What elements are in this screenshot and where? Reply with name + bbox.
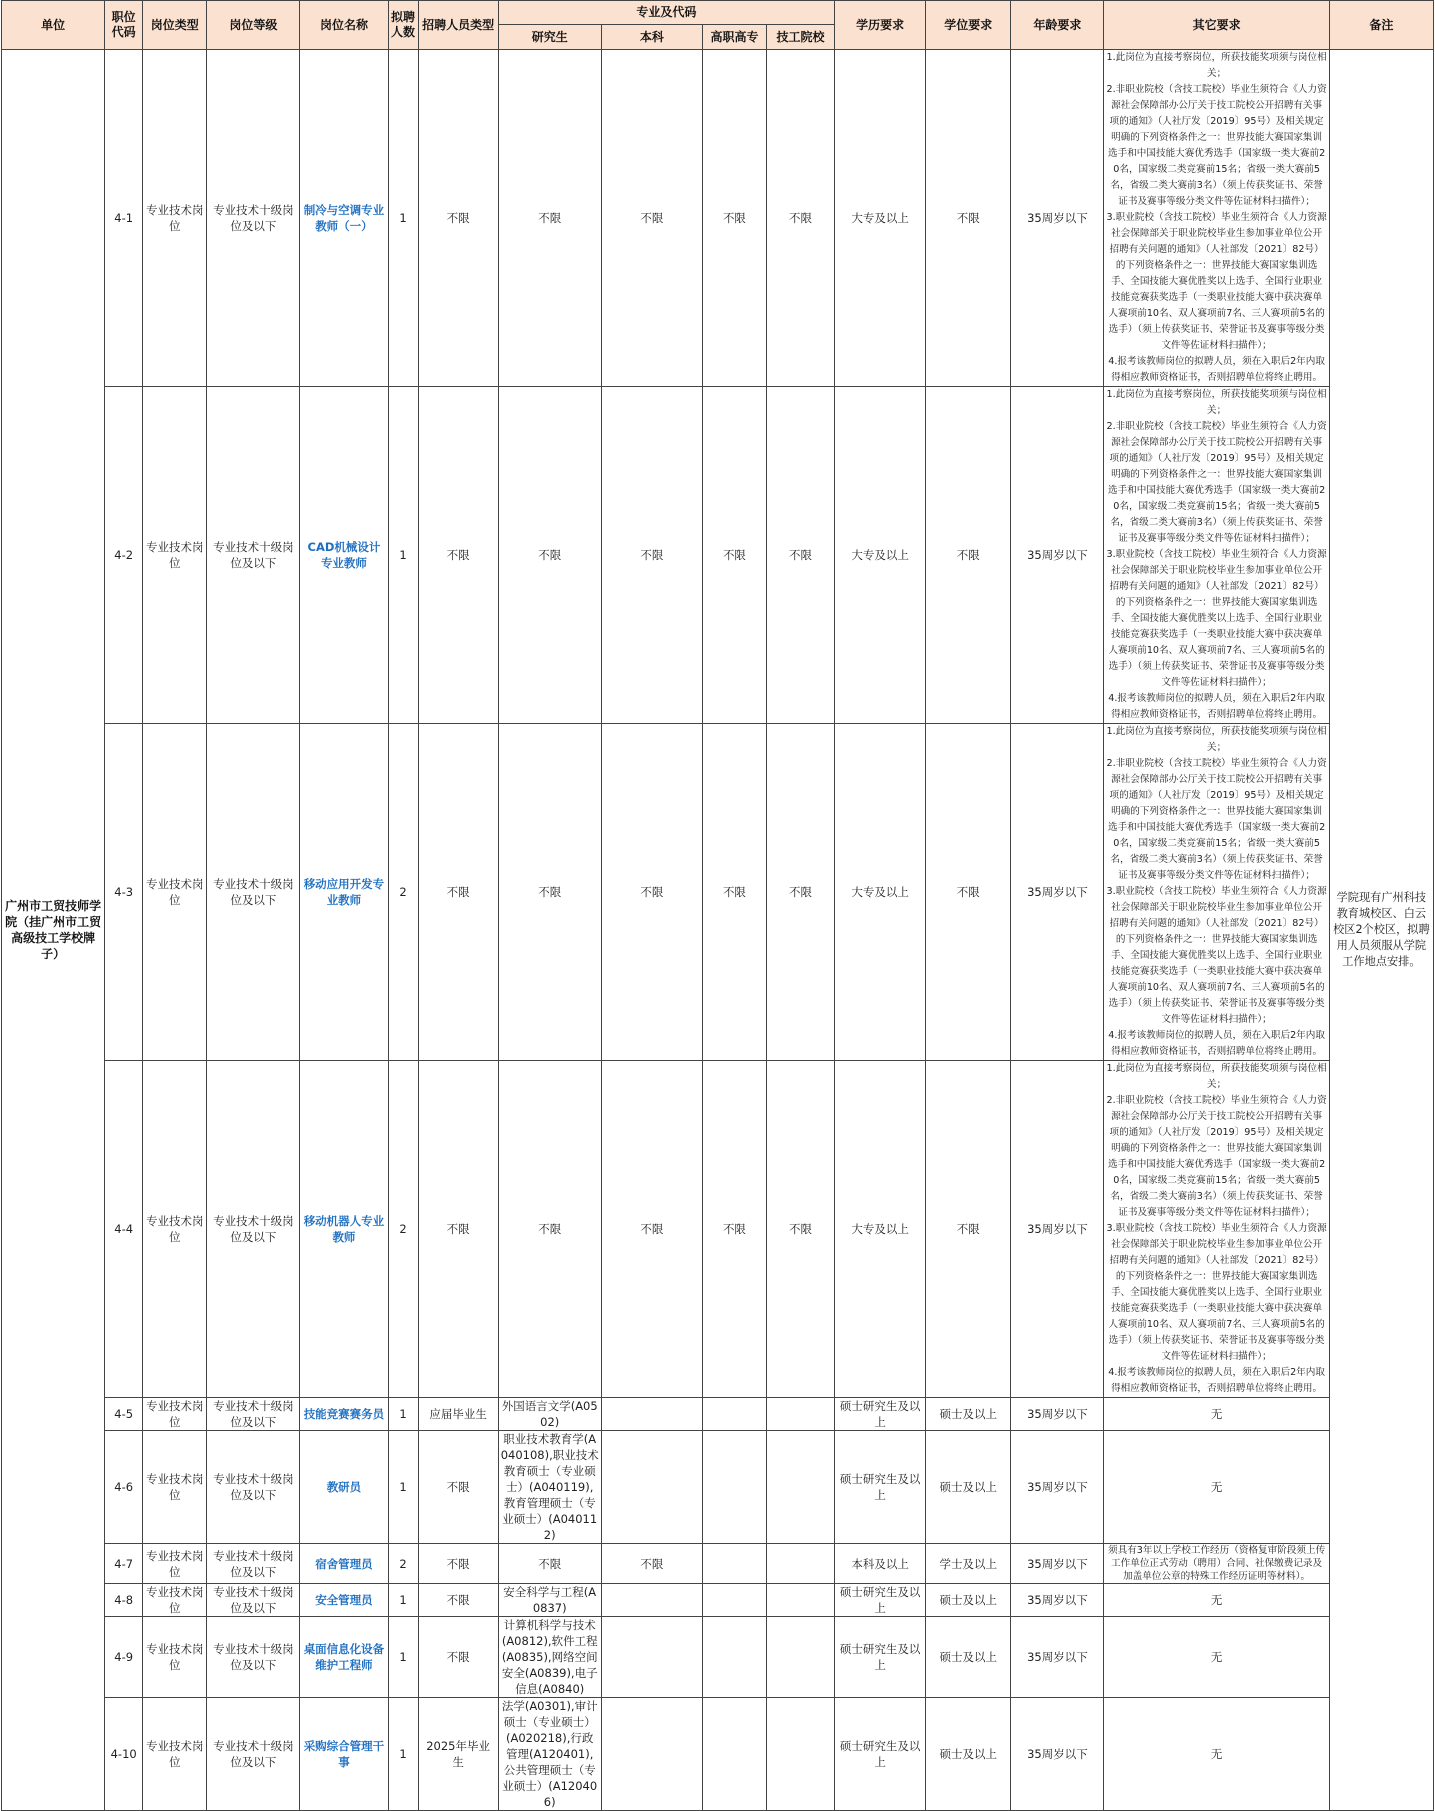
education-requirement: 大专及以上 — [835, 387, 926, 724]
requirement-item: 2.非职业院校（含技工院校）毕业生须符合《人力资源社会保障部办公厅关于技工院校公开招聘有关事项的通知》（人社厅发〔2019〕95号）及相关规定明确的下列资格条件之一：世界技能大赛国家集训选手和中国技能大赛优秀选手（国家级一类大赛前20名，国家级二类竞赛前15名；省级一类大赛前5名，省级二类大赛前3名）（须上传获奖证书、荣誉证书及赛事等级分类文件等佐证材料扫描件）； — [1106, 421, 1327, 544]
degree-requirement: 硕士及以上 — [926, 1431, 1011, 1544]
degree-requirement: 硕士及以上 — [926, 1398, 1011, 1431]
position-code: 4-4 — [105, 1061, 143, 1398]
recruit-type: 不限 — [418, 1061, 498, 1398]
other-requirements: 无 — [1104, 1584, 1329, 1617]
position-level: 专业技术十级岗位及以下 — [207, 1698, 300, 1811]
header-level: 岗位等级 — [207, 1, 300, 50]
age-requirement: 35周岁以下 — [1011, 1698, 1104, 1811]
recruit-type: 不限 — [418, 1584, 498, 1617]
recruit-type: 不限 — [418, 724, 498, 1061]
degree-requirement: 不限 — [926, 387, 1011, 724]
recruit-type: 应届毕业生 — [418, 1398, 498, 1431]
position-name: 教研员 — [300, 1431, 388, 1544]
requirement-item: 1.此岗位为直接考察岗位，所获技能奖项须与岗位相关； — [1106, 726, 1327, 753]
header-recruit-type: 招聘人员类型 — [418, 1, 498, 50]
position-level: 专业技术十级岗位及以下 — [207, 1061, 300, 1398]
major-grad: 安全科学与工程(A0837) — [498, 1584, 601, 1617]
major-bachelor: 不限 — [601, 1544, 702, 1584]
table-row — [2, 1698, 1434, 1811]
major-vocational: 不限 — [702, 724, 766, 1061]
header-count: 拟聘人数 — [388, 1, 418, 50]
requirement-item: 2.非职业院校（含技工院校）毕业生须符合《人力资源社会保障部办公厅关于技工院校公开招聘有关事项的通知》（人社厅发〔2019〕95号）及相关规定明确的下列资格条件之一：世界技能大赛国家集训选手和中国技能大赛优秀选手（国家级一类大赛前20名，国家级二类竞赛前15名；省级一类大赛前5名，省级二类大赛前3名）（须上传获奖证书、荣誉证书及赛事等级分类文件等佐证材料扫描件）； — [1106, 84, 1327, 207]
requirement-item: 1.此岗位为直接考察岗位，所获技能奖项须与岗位相关； — [1106, 1063, 1327, 1090]
position-count: 2 — [388, 724, 418, 1061]
requirement-item: 4.报考该教师岗位的拟聘人员，须在入职后2年内取得相应教师资格证书，否则招聘单位将终止聘用。 — [1108, 356, 1325, 383]
position-count: 2 — [388, 1061, 418, 1398]
education-requirement: 硕士研究生及以上 — [835, 1431, 926, 1544]
table-row — [2, 50, 1434, 387]
header-major-group: 专业及代码 — [498, 1, 834, 25]
position-type: 专业技术岗位 — [143, 1061, 207, 1398]
header-code: 职位代码 — [105, 1, 143, 50]
requirement-item: 3.职业院校（含技工院校）毕业生须符合《人力资源社会保障部关于职业院校毕业生参加事业单位公开招聘有关问题的通知》（人社部发〔2021〕82号）的下列资格条件之一：世界技能大赛国家集训选手、全国技能大赛优胜奖以上选手、全国行业职业技能竞赛获奖选手（一类职业技能大赛中获决赛单人赛项前10名、双人赛项前7名、三人赛项前5名的选手）（须上传获奖证书、荣誉证书及赛事等级分类文件等佐证材料扫描件）； — [1106, 886, 1327, 1025]
education-requirement: 本科及以上 — [835, 1544, 926, 1584]
degree-requirement: 不限 — [926, 724, 1011, 1061]
degree-requirement: 不限 — [926, 1061, 1011, 1398]
position-code: 4-10 — [105, 1698, 143, 1811]
position-name: 采购综合管理干事 — [300, 1698, 388, 1811]
major-technical — [766, 1431, 834, 1544]
header-education: 学历要求 — [835, 1, 926, 50]
other-requirements — [1104, 387, 1329, 724]
table-row — [2, 1431, 1434, 1544]
major-technical: 不限 — [766, 387, 834, 724]
requirement-item: 4.报考该教师岗位的拟聘人员，须在入职后2年内取得相应教师资格证书，否则招聘单位将终止聘用。 — [1108, 693, 1325, 720]
position-name: 移动机器人专业教师 — [300, 1061, 388, 1398]
age-requirement: 35周岁以下 — [1011, 724, 1104, 1061]
header-major-grad: 研究生 — [498, 25, 601, 50]
major-technical — [766, 1617, 834, 1698]
other-requirements: 无 — [1104, 1698, 1329, 1811]
position-count: 1 — [388, 1398, 418, 1431]
table-row — [2, 1061, 1434, 1398]
position-level: 专业技术十级岗位及以下 — [207, 1544, 300, 1584]
age-requirement: 35周岁以下 — [1011, 1544, 1104, 1584]
education-requirement: 硕士研究生及以上 — [835, 1584, 926, 1617]
position-count: 1 — [388, 387, 418, 724]
recruit-type: 2025年毕业生 — [418, 1698, 498, 1811]
header-major-bachelor: 本科 — [601, 25, 702, 50]
age-requirement: 35周岁以下 — [1011, 1584, 1104, 1617]
position-level: 专业技术十级岗位及以下 — [207, 387, 300, 724]
position-level: 专业技术十级岗位及以下 — [207, 1431, 300, 1544]
header-unit: 单位 — [2, 1, 105, 50]
major-grad: 职业技术教育学(A040108),职业技术教育硕士（专业硕士）(A040119),教育管理硕士（专业硕士）(A040112) — [498, 1431, 601, 1544]
requirement-item: 3.职业院校（含技工院校）毕业生须符合《人力资源社会保障部关于职业院校毕业生参加事业单位公开招聘有关问题的通知》（人社部发〔2021〕82号）的下列资格条件之一：世界技能大赛国家集训选手、全国技能大赛优胜奖以上选手、全国行业职业技能竞赛获奖选手（一类职业技能大赛中获决赛单人赛项前10名、双人赛项前7名、三人赛项前5名的选手）（须上传获奖证书、荣誉证书及赛事等级分类文件等佐证材料扫描件）； — [1106, 1223, 1327, 1362]
position-level: 专业技术十级岗位及以下 — [207, 1584, 300, 1617]
major-technical: 不限 — [766, 50, 834, 387]
education-requirement: 硕士研究生及以上 — [835, 1617, 926, 1698]
position-count: 1 — [388, 50, 418, 387]
major-bachelor: 不限 — [601, 387, 702, 724]
position-type: 专业技术岗位 — [143, 50, 207, 387]
position-type: 专业技术岗位 — [143, 1398, 207, 1431]
major-grad: 不限 — [498, 1544, 601, 1584]
position-count: 2 — [388, 1544, 418, 1584]
education-requirement: 硕士研究生及以上 — [835, 1398, 926, 1431]
major-grad: 不限 — [498, 50, 601, 387]
degree-requirement: 硕士及以上 — [926, 1698, 1011, 1811]
position-count: 1 — [388, 1584, 418, 1617]
major-bachelor — [601, 1398, 702, 1431]
position-code: 4-2 — [105, 387, 143, 724]
recruit-type: 不限 — [418, 387, 498, 724]
major-grad: 不限 — [498, 387, 601, 724]
unit-cell: 广州市工贸技师学院（挂广州市工贸高级技工学校牌子） — [2, 50, 105, 1811]
major-bachelor: 不限 — [601, 50, 702, 387]
degree-requirement: 硕士及以上 — [926, 1617, 1011, 1698]
recruit-type: 不限 — [418, 1431, 498, 1544]
header-note: 备注 — [1329, 1, 1433, 50]
header-degree: 学位要求 — [926, 1, 1011, 50]
position-type: 专业技术岗位 — [143, 724, 207, 1061]
table-row — [2, 387, 1434, 724]
requirement-item: 2.非职业院校（含技工院校）毕业生须符合《人力资源社会保障部办公厅关于技工院校公开招聘有关事项的通知》（人社厅发〔2019〕95号）及相关规定明确的下列资格条件之一：世界技能大赛国家集训选手和中国技能大赛优秀选手（国家级一类大赛前20名，国家级二类竞赛前15名；省级一类大赛前5名，省级二类大赛前3名）（须上传获奖证书、荣誉证书及赛事等级分类文件等佐证材料扫描件）； — [1106, 758, 1327, 881]
age-requirement: 35周岁以下 — [1011, 1398, 1104, 1431]
major-vocational: 不限 — [702, 1061, 766, 1398]
position-type: 专业技术岗位 — [143, 1698, 207, 1811]
degree-requirement: 学士及以上 — [926, 1544, 1011, 1584]
position-type: 专业技术岗位 — [143, 1617, 207, 1698]
position-name: 制冷与空调专业教师（一） — [300, 50, 388, 387]
major-vocational — [702, 1398, 766, 1431]
other-requirements — [1104, 724, 1329, 1061]
requirement-item: 3.职业院校（含技工院校）毕业生须符合《人力资源社会保障部关于职业院校毕业生参加事业单位公开招聘有关问题的通知》（人社部发〔2021〕82号）的下列资格条件之一：世界技能大赛国家集训选手、全国技能大赛优胜奖以上选手、全国行业职业技能竞赛获奖选手（一类职业技能大赛中获决赛单人赛项前10名、双人赛项前7名、三人赛项前5名的选手）（须上传获奖证书、荣誉证书及赛事等级分类文件等佐证材料扫描件）； — [1106, 212, 1327, 351]
table-row — [2, 1617, 1434, 1698]
header-row — [2, 1, 1434, 25]
position-code: 4-1 — [105, 50, 143, 387]
major-vocational — [702, 1617, 766, 1698]
recruit-type: 不限 — [418, 1544, 498, 1584]
major-bachelor — [601, 1584, 702, 1617]
header-type: 岗位类型 — [143, 1, 207, 50]
table-row — [2, 724, 1434, 1061]
other-requirements: 无 — [1104, 1617, 1329, 1698]
age-requirement: 35周岁以下 — [1011, 1431, 1104, 1544]
major-grad: 法学(A0301),审计硕士（专业硕士）(A020218),行政管理(A120401),公共管理硕士（专业硕士）(A120406) — [498, 1698, 601, 1811]
age-requirement: 35周岁以下 — [1011, 387, 1104, 724]
recruitment-table — [1, 0, 1434, 1811]
note-cell: 学院现有广州科技教育城校区、白云校区2个校区，拟聘用人员须服从学院工作地点安排。 — [1329, 50, 1433, 1811]
requirement-item: 1.此岗位为直接考察岗位，所获技能奖项须与岗位相关； — [1106, 52, 1327, 79]
major-technical — [766, 1698, 834, 1811]
age-requirement: 35周岁以下 — [1011, 1061, 1104, 1398]
header-major-vocational: 高职高专 — [702, 25, 766, 50]
header-age: 年龄要求 — [1011, 1, 1104, 50]
position-count: 1 — [388, 1617, 418, 1698]
major-technical — [766, 1584, 834, 1617]
major-bachelor — [601, 1431, 702, 1544]
position-code: 4-8 — [105, 1584, 143, 1617]
other-requirements — [1104, 1061, 1329, 1398]
other-requirements: 须具有3年以上学校工作经历（资格复审阶段须上传工作单位正式劳动（聘用）合同、社保缴费记录及加盖单位公章的特殊工作经历证明等材料）。 — [1104, 1544, 1329, 1584]
table-row — [2, 1398, 1434, 1431]
age-requirement: 35周岁以下 — [1011, 1617, 1104, 1698]
education-requirement: 大专及以上 — [835, 1061, 926, 1398]
major-vocational: 不限 — [702, 50, 766, 387]
education-requirement: 硕士研究生及以上 — [835, 1698, 926, 1811]
major-grad: 外国语言文学(A0502) — [498, 1398, 601, 1431]
requirement-item: 2.非职业院校（含技工院校）毕业生须符合《人力资源社会保障部办公厅关于技工院校公开招聘有关事项的通知》（人社厅发〔2019〕95号）及相关规定明确的下列资格条件之一：世界技能大赛国家集训选手和中国技能大赛优秀选手（国家级一类大赛前20名，国家级二类竞赛前15名；省级一类大赛前5名，省级二类大赛前3名）（须上传获奖证书、荣誉证书及赛事等级分类文件等佐证材料扫描件）； — [1106, 1095, 1327, 1218]
requirement-item: 3.职业院校（含技工院校）毕业生须符合《人力资源社会保障部关于职业院校毕业生参加事业单位公开招聘有关问题的通知》（人社部发〔2021〕82号）的下列资格条件之一：世界技能大赛国家集训选手、全国技能大赛优胜奖以上选手、全国行业职业技能竞赛获奖选手（一类职业技能大赛中获决赛单人赛项前10名、双人赛项前7名、三人赛项前5名的选手）（须上传获奖证书、荣誉证书及赛事等级分类文件等佐证材料扫描件）； — [1106, 549, 1327, 688]
position-name: 移动应用开发专业教师 — [300, 724, 388, 1061]
age-requirement: 35周岁以下 — [1011, 50, 1104, 387]
major-grad: 计算机科学与技术(A0812),软件工程(A0835),网络空间安全(A0839),电子信息(A0840) — [498, 1617, 601, 1698]
major-vocational — [702, 1431, 766, 1544]
major-technical: 不限 — [766, 1061, 834, 1398]
major-bachelor: 不限 — [601, 724, 702, 1061]
requirement-item: 4.报考该教师岗位的拟聘人员，须在入职后2年内取得相应教师资格证书，否则招聘单位将终止聘用。 — [1108, 1367, 1325, 1394]
header-other: 其它要求 — [1104, 1, 1329, 50]
position-level: 专业技术十级岗位及以下 — [207, 724, 300, 1061]
position-type: 专业技术岗位 — [143, 1584, 207, 1617]
other-requirements: 无 — [1104, 1431, 1329, 1544]
recruit-type: 不限 — [418, 50, 498, 387]
major-technical: 不限 — [766, 724, 834, 1061]
major-technical — [766, 1398, 834, 1431]
major-bachelor — [601, 1617, 702, 1698]
position-code: 4-5 — [105, 1398, 143, 1431]
requirement-item: 1.此岗位为直接考察岗位，所获技能奖项须与岗位相关； — [1106, 389, 1327, 416]
position-code: 4-9 — [105, 1617, 143, 1698]
position-level: 专业技术十级岗位及以下 — [207, 50, 300, 387]
requirement-item: 4.报考该教师岗位的拟聘人员，须在入职后2年内取得相应教师资格证书，否则招聘单位将终止聘用。 — [1108, 1030, 1325, 1057]
education-requirement: 大专及以上 — [835, 50, 926, 387]
major-vocational: 不限 — [702, 387, 766, 724]
major-bachelor: 不限 — [601, 1061, 702, 1398]
position-count: 1 — [388, 1698, 418, 1811]
position-count: 1 — [388, 1431, 418, 1544]
major-bachelor — [601, 1698, 702, 1811]
position-type: 专业技术岗位 — [143, 387, 207, 724]
position-code: 4-7 — [105, 1544, 143, 1584]
position-type: 专业技术岗位 — [143, 1431, 207, 1544]
position-level: 专业技术十级岗位及以下 — [207, 1398, 300, 1431]
position-code: 4-6 — [105, 1431, 143, 1544]
position-type: 专业技术岗位 — [143, 1544, 207, 1584]
table-row — [2, 1584, 1434, 1617]
header-name: 岗位名称 — [300, 1, 388, 50]
education-requirement: 大专及以上 — [835, 724, 926, 1061]
other-requirements: 无 — [1104, 1398, 1329, 1431]
major-grad: 不限 — [498, 724, 601, 1061]
position-level: 专业技术十级岗位及以下 — [207, 1617, 300, 1698]
major-grad: 不限 — [498, 1061, 601, 1398]
position-code: 4-3 — [105, 724, 143, 1061]
major-vocational — [702, 1698, 766, 1811]
other-requirements — [1104, 50, 1329, 387]
position-name: 技能竞赛赛务员 — [300, 1398, 388, 1431]
position-name: CAD机械设计专业教师 — [300, 387, 388, 724]
position-name: 桌面信息化设备维护工程师 — [300, 1617, 388, 1698]
position-name: 宿舍管理员 — [300, 1544, 388, 1584]
position-name: 安全管理员 — [300, 1584, 388, 1617]
header-major-technical: 技工院校 — [766, 25, 834, 50]
recruit-type: 不限 — [418, 1617, 498, 1698]
major-vocational — [702, 1584, 766, 1617]
degree-requirement: 不限 — [926, 50, 1011, 387]
degree-requirement: 硕士及以上 — [926, 1584, 1011, 1617]
